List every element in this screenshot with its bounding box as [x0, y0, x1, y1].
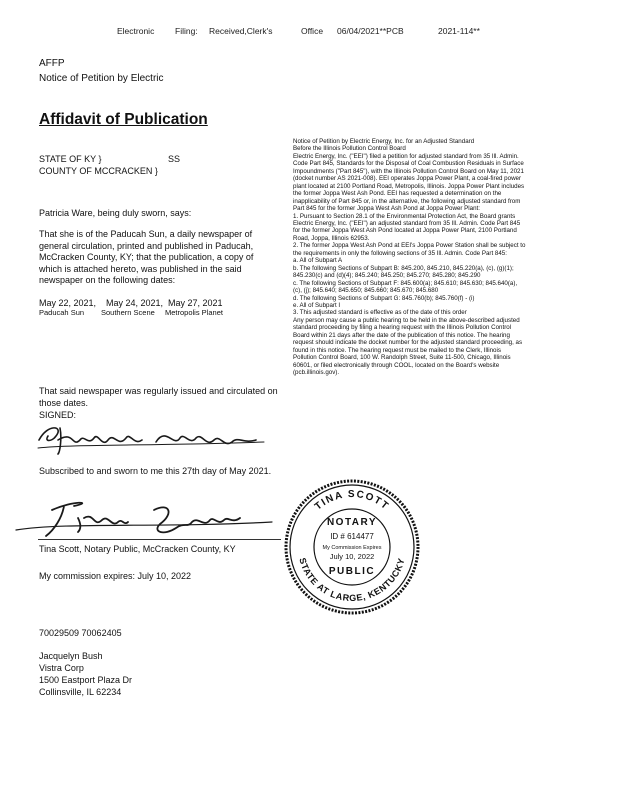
header-received: Received,Clerk's — [209, 26, 273, 36]
affiant-signature — [34, 418, 274, 458]
notice-line: the former Joppa West Ash Pond. EEI has requested a determination on the — [293, 190, 502, 198]
header-office: Office — [301, 26, 324, 36]
venue-ss: SS — [168, 154, 181, 164]
notice-line: Impoundments ("Part 845"), with the Illinois Pollution Control Board on May 11, 2021 — [293, 167, 524, 175]
notice-line: e. All of Subpart I — [293, 301, 341, 309]
notice-line: b. The following Sections of Subpart B: 845.200, 845.210, 845.220(a), (c), (g)(1); — [293, 264, 514, 272]
page-title: Affidavit of Publication — [39, 111, 208, 128]
notice-line: Road, Joppa, Illinois 62953. — [293, 234, 370, 242]
notice-line: standard proceeding by filing a hearing request with the Illinois Pollution Control — [293, 324, 512, 332]
reference-numbers: 70029509 70062405 — [39, 628, 122, 638]
signed-label: SIGNED: — [39, 410, 77, 420]
notice-line: d. The following Sections of Subpart G: 845.760(b); 845.760(f) - (i) — [293, 294, 475, 302]
notice-line: (docket number AS 2021-008). EEI operates Joppa Power Plant, a coal-fired power — [293, 175, 522, 183]
pub-paper-1: Paducah Sun — [39, 308, 85, 317]
commission-expiration: My commission expires: July 10, 2022 — [39, 571, 192, 581]
seal-id: ID # 614477 — [330, 532, 374, 541]
subscribed-statement: Subscribed to and sworn to me this 27th day of May 2021. — [39, 466, 272, 476]
notice-line: the requirements in only the following sections of 35 Ill. Admin. Code Part 845: — [293, 249, 507, 257]
address-street: 1500 Eastport Plaza Dr — [39, 675, 133, 685]
notice-line: 2. The former Joppa West Ash Pond at EEI's Joppa Power Station shall be subject to — [293, 242, 526, 250]
notice-line: 60601, or filed electronically through COOL, located on the Board's website — [293, 361, 500, 369]
affidavit-body: That she is of the Paducah Sun, a daily newspaper of general circulation, printed and published in Paducah, McCracken County, KY; that the publication, a copy of which is attached hereto, was published in the said newspaper on the following dates: — [39, 229, 254, 285]
pub-date-2: May 24, 2021, — [106, 298, 164, 308]
address-company: Vistra Corp — [39, 663, 84, 673]
notice-line: 3. This adjusted standard is effective as of the date of this order — [293, 309, 467, 317]
notice-line: for the former Joppa West Ash Pond located at Joppa Power Plant, 2100 Portland — [293, 227, 517, 235]
notary-seal — [284, 479, 420, 615]
seal-top-text: TINA SCOTT — [312, 489, 392, 513]
venue-state: STATE OF KY } — [39, 154, 102, 164]
header-filing: Filing: — [175, 26, 198, 36]
notice-line: Code Part 845, Standards for the Disposal of Coal Combustion Residuals in Surface — [293, 160, 524, 168]
notice-line: (c), (j); 845.640; 845.650; 845.660; 845.670; 845.680 — [293, 287, 439, 295]
seal-expiration-date: July 10, 2022 — [329, 552, 375, 561]
regularly-issued-statement: That said newspaper was regularly issued and circulated on those dates. — [39, 386, 278, 408]
affp-label: AFFP — [39, 58, 65, 69]
notice-line: plant located at 2100 Portland Road, Metropolis, Illinois. Joppa Power Plant includes — [293, 182, 525, 190]
notice-line: c. The following Sections of Subpart F: 845.600(a); 845.610; 845.630; 845.640(a), — [293, 279, 518, 287]
pub-paper-2: Southern Scene — [101, 308, 155, 317]
notice-line: Electric Energy, Inc. ("EEI") an adjusted standard from 35 Ill. Admin. Code Part 845 — [293, 219, 521, 227]
venue-county: COUNTY OF MCCRACKEN } — [39, 166, 158, 176]
pub-date-3: May 27, 2021 — [168, 298, 223, 308]
header-date-code: 06/04/2021**PCB — [337, 26, 404, 36]
notice-line: inapplicability of Part 845 or, in the alternative, the following adjusted standard from — [293, 197, 521, 205]
address-city: Collinsville, IL 62234 — [39, 687, 122, 697]
notice-line: (pcb.illinois.gov). — [293, 369, 340, 377]
notice-line: Notice of Petition by Electric Energy, Inc. for an Adjusted Standard — [293, 138, 475, 145]
notice-line: a. All of Subpart A — [293, 257, 343, 265]
notice-line: Before the Illinois Pollution Control Board — [293, 145, 406, 153]
notice-line: Electric Energy, Inc. ("EEI") filed a petition for adjusted standard from 35 Ill. Admin. — [293, 152, 519, 160]
notice-subject: Notice of Petition by Electric — [39, 73, 164, 84]
seal-notary-text: NOTARY — [326, 517, 378, 528]
notice-line: request should indicate the docket number for the adjusted standard proceeding, as — [293, 339, 523, 347]
published-notice-clipping — [293, 138, 588, 377]
notice-line: 1. Pursuant to Section 28.1 of the Environmental Protection Act, the Board grants — [293, 212, 516, 220]
notice-line: Part 845 for the former Joppa West Ash Pond at Joppa Power Plant: — [293, 205, 480, 213]
notary-caption: Tina Scott, Notary Public, McCracken County, KY — [39, 544, 236, 554]
pub-date-1: May 22, 2021, — [39, 298, 97, 308]
header-case-number: 2021-114** — [438, 26, 480, 36]
seal-public-text: PUBLIC — [328, 566, 376, 577]
notice-line: Pollution Control Board, 100 W. Randolph Street, Suite 11-500, Chicago, Illinois — [293, 354, 511, 362]
pub-paper-3: Metropolis Planet — [165, 308, 223, 317]
seal-expires-label: My Commission Expires — [322, 545, 382, 551]
notice-line: found in this notice. The hearing request must be mailed to the Clerk, Illinois — [293, 346, 501, 354]
seal-bottom-text: STATE AT LARGE, KENTUCKY — [297, 556, 407, 604]
sworn-statement: Patricia Ware, being duly sworn, says: — [39, 208, 192, 218]
notice-line: 845.230(c) and (d)(4); 845.240; 845.250; 845.270; 845.280; 845.290 — [293, 272, 481, 280]
notice-line: Any person may cause a public hearing to be held in the above-described adjusted — [293, 316, 520, 324]
header-electronic: Electronic — [117, 26, 155, 36]
address-name: Jacquelyn Bush — [39, 651, 103, 661]
notary-signature-line — [38, 539, 281, 540]
notary-signature — [14, 492, 274, 542]
notice-line: Board within 21 days after the date of the publication of this notice. The hearing — [293, 331, 510, 339]
